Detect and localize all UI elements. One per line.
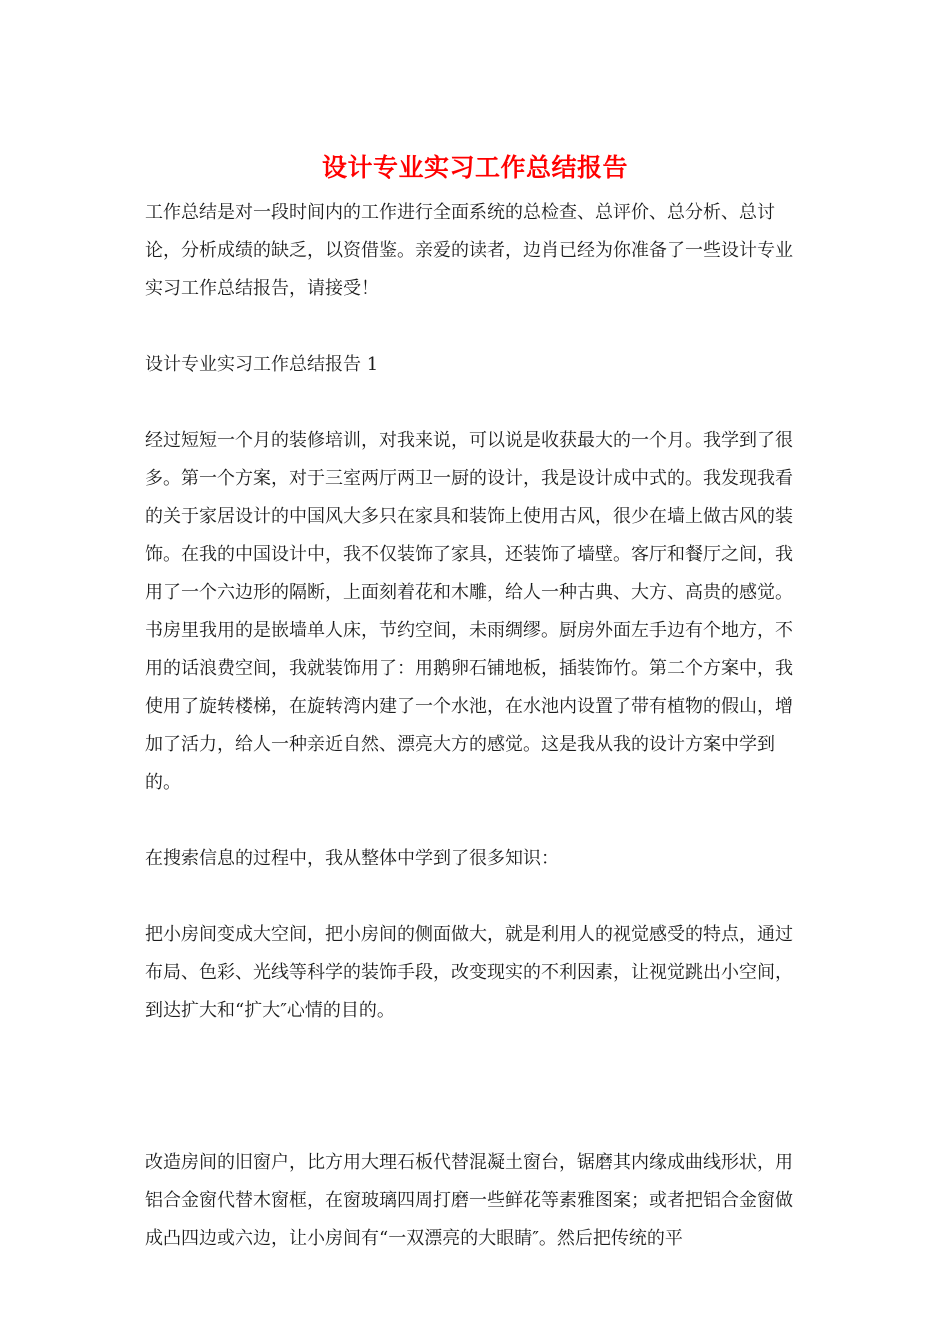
spacer: [145, 308, 810, 346]
body-paragraph: 经过短短一个月的装修培训，对我来说，可以说是收获最大的一个月。我学到了很多。第一个方案，对于三室两厅两卫一厨的设计，我是设计成中式的。我发现我看的关于家居设计的中国风大多只在家具和装饰上使用古风，很少在墙上做古风的装饰。在我的中国设计中，我不仅装饰了家具，还装饰了墙壁。客厅和餐厅之间，我用了一个六边形的隔断，上面刻着花和木雕，给人一种古典、大方、高贵的感觉。书房里我用的是嵌墙单人床，节约空间，未雨绸缪。厨房外面左手边有个地方，不用的话浪费空间，我就装饰用了：用鹅卵石铺地板，插装饰竹。第二个方案中，我使用了旋转楼梯，在旋转湾内建了一个水池，在水池内设置了带有植物的假山，增加了活力，给人一种亲近自然、漂亮大方的感觉。这是我从我的设计方案中学到的。: [145, 430, 793, 793]
section-heading: 设计专业实习工作总结报告 1: [145, 354, 379, 375]
body-paragraph: 把小房间变成大空间，把小房间的侧面做大，就是利用人的视觉感受的特点，通过布局、色彩、光线等科学的装饰手段，改变现实的不利因素，让视觉跳出小空间，到达扩大和“扩大″心情的目的。: [145, 924, 793, 1021]
spacer: [145, 384, 810, 422]
document-body: [145, 194, 810, 1258]
spacer: [145, 802, 810, 840]
spacer: [145, 878, 810, 916]
document-title: 设计专业实习工作总结报告: [321, 153, 628, 182]
body-paragraph: 改造房间的旧窗户，比方用大理石板代替混凝土窗台，锯磨其内缘成曲线形状，用铝合金窗代替木窗框，在窗玻璃四周打磨一些鲜花等素雅图案；或者把铝合金窗做成凸四边或六边，让小房间有“一双漂亮的大眼睛″。然后把传统的平: [145, 1152, 793, 1249]
spacer: [145, 1030, 810, 1144]
intro-paragraph: 工作总结是对一段时间内的工作进行全面系统的总检查、总评价、总分析、总讨论，分析成绩的缺乏，以资借鉴。亲爱的读者，边肖已经为你准备了一些设计专业实习工作总结报告，请接受！: [145, 202, 793, 299]
body-paragraph: 在搜索信息的过程中，我从整体中学到了很多知识：: [145, 848, 559, 869]
